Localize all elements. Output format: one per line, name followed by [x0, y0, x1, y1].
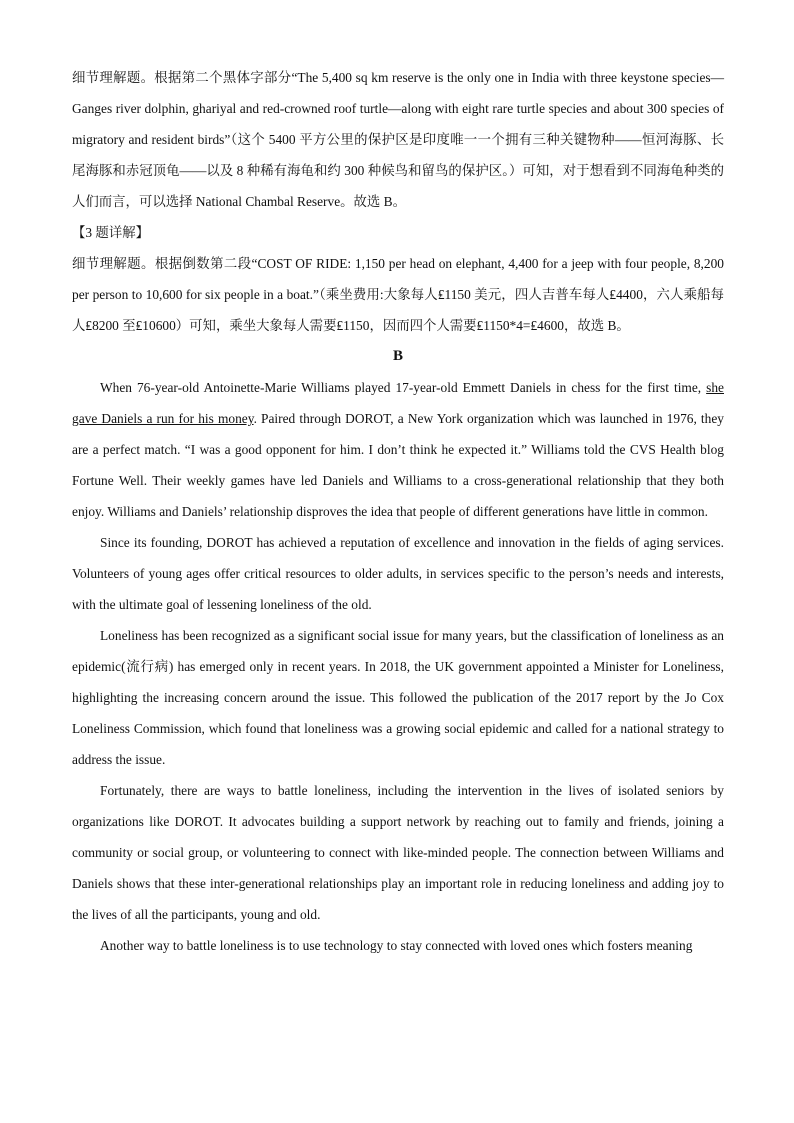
answer-explanation-3: 细节理解题。根据倒数第二段“COST OF RIDE: 1,150 per head on elephant, 4,400 for a jeep with four people, 8,200 per person to 10,600 for six people in a boat.”（乘坐费用:大象每人₤1150 美元，四人吉普车每人₤4400，六人乘船每人₤8200 至₤10600）可知，乘坐大象每人需要₤1150，因而四个人需要₤1150*4=₤4600，故选 B。 [72, 256, 724, 333]
passage-paragraph-5: Another way to battle loneliness is to use technology to stay connected with loved ones which fosters meaning [100, 938, 693, 953]
passage-paragraph-1-end: . Paired through DOROT, a New York organization which was launched in 1976, they are a perfect match. “I was a good opponent for him. I don’t think he expected it.” Williams told the CVS Health blog Fortune Well. Their weekly games have led Daniels and Williams to a cross-generational relationship that they both enjoy. Williams and Daniels’ relationship disproves the idea that people of different generations have little in common. [72, 411, 724, 519]
passage-paragraph-2: Since its founding, DOROT has achieved a reputation of excellence and innovation in the fields of aging services. Volunteers of young ages offer critical resources to older adults, in services specific to the person’s needs and interests, with the ultimate goal of lessening loneliness of the old. [72, 535, 724, 612]
question-3-heading: 【3 题详解】 [72, 225, 149, 240]
passage-paragraph-4: Fortunately, there are ways to battle loneliness, including the intervention in the lives of isolated seniors by organizations like DOROT. It advocates building a support network by reaching out to family and friends, joining a community or social group, or volunteering to connect with like-minded people. The connection between Williams and Daniels shows that these inter-generational relationships play an important role in reducing loneliness and adding joy to the lives of all the participants, young and old. [72, 783, 724, 922]
underlined-phrase: she gave Daniels a run for his money [72, 380, 724, 426]
answer-explanation-2: 细节理解题。根据第二个黑体字部分“The 5,400 sq km reserve is the only one in India with three keystone species—Ganges river dolphin, ghariyal and red-crowned roof turtle—along with eight rare turtle species and about 300 species of migratory and resident birds”（这个 5400 平方公里的保护区是印度唯一一个拥有三种关键物种——恒河海豚、长尾海豚和赤冠顶龟——以及 8 种稀有海龟和约 300 种候鸟和留鸟的保护区。）可知，对于想看到不同海龟种类的人们而言，可以选择 National Chambal Reserve。故选 B。 [72, 70, 724, 209]
passage-paragraph-1 [72, 372, 724, 527]
document-page [72, 62, 724, 961]
passage-paragraph-1-start: When 76-year-old Antoinette-Marie Williams played 17-year-old Emmett Daniels in chess for the first time, [100, 380, 707, 395]
passage-paragraph-3: Loneliness has been recognized as a significant social issue for many years, but the classification of loneliness as an epidemic(流行病) has emerged only in recent years. In 2018, the UK government appointed a Minister for Loneliness, highlighting the increasing concern around the issue. This followed the publication of the 2017 report by the Jo Cox Loneliness Commission, which found that loneliness was a growing social epidemic and called for a national strategy to address the issue. [72, 628, 724, 767]
section-title: B [392, 348, 403, 364]
